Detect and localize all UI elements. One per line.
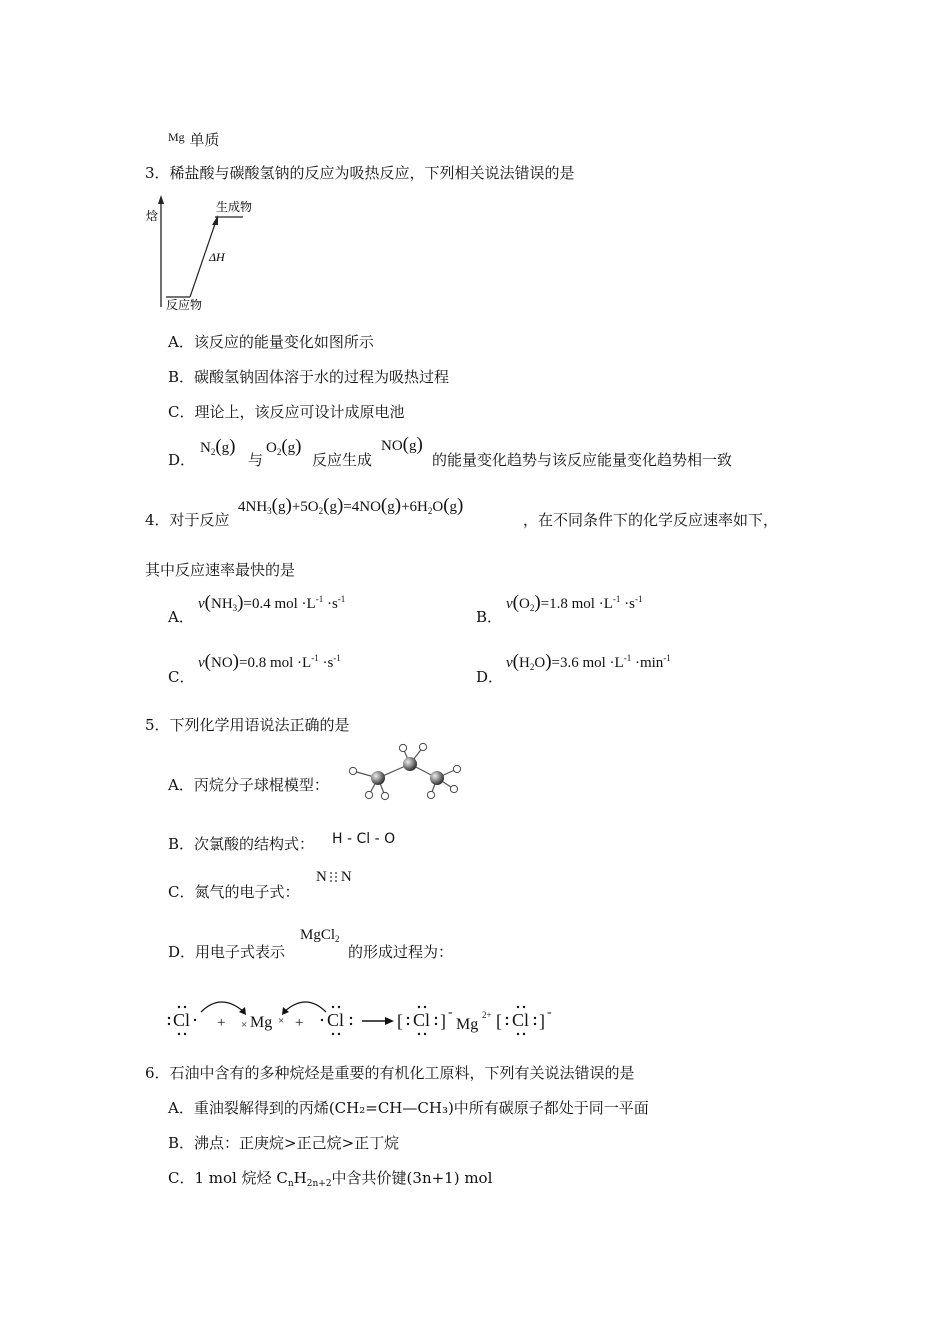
svg-text:+: + bbox=[217, 1015, 226, 1031]
q4-stem-suffix: ，在不同条件下的化学反应速率如下， bbox=[523, 511, 779, 529]
product-label: 生成物 bbox=[216, 200, 253, 214]
svg-text:-: - bbox=[547, 1005, 552, 1020]
mg-symbol: Mg bbox=[168, 130, 185, 144]
svg-text:×: × bbox=[278, 1015, 285, 1027]
q4-option-d-label: D． bbox=[476, 668, 504, 686]
no-formula: NO(g) bbox=[381, 434, 423, 455]
n2-formula: $N_2(g)$ bbox=[200, 436, 236, 457]
q5-option-c: C．氮气的电子式： bbox=[168, 883, 300, 901]
mgcl2-formation-diagram bbox=[166, 996, 566, 1041]
q4-stem-prefix: 4．对于反应 bbox=[145, 511, 230, 529]
svg-text:]: ] bbox=[539, 1011, 545, 1031]
mg-line bbox=[168, 126, 219, 147]
q3-option-a: A．该反应的能量变化如图所示 bbox=[168, 333, 374, 351]
q5-option-d-prefix: D．用电子式表示 bbox=[168, 943, 286, 961]
q4-option-d: $v(H_2O)=3.6$ mol $\cdot L^{-1} \cdot\min^{-1}$ bbox=[506, 651, 671, 672]
q5-option-a: A．丙烷分子球棍模型： bbox=[168, 776, 329, 794]
q6-option-c: C．1 mol 烷烃 $C_nH_{2n+2}$中含共价键(3n+1) mol bbox=[168, 1169, 493, 1189]
svg-text:2+: 2+ bbox=[482, 1010, 492, 1020]
n2-electron-formula: N N bbox=[316, 869, 352, 885]
enthalpy-diagram bbox=[140, 195, 270, 315]
svg-text:Cl: Cl bbox=[512, 1010, 530, 1030]
svg-text:Mg: Mg bbox=[456, 1016, 479, 1033]
q3-d-text3: 的能量变化趋势与该反应能量变化趋势相一致 bbox=[432, 451, 733, 469]
q6-option-b: B．沸点：正庚烷>正己烷>正丁烷 bbox=[168, 1134, 400, 1152]
q3-d-text1: 与 bbox=[248, 451, 264, 469]
o2-formula: $O_2(g)$ bbox=[266, 436, 302, 457]
y-axis-arrow-icon bbox=[158, 195, 164, 204]
q5-stem: 5．下列化学用语说法正确的是 bbox=[145, 716, 350, 734]
hclo-structural-formula: H - Cl - O bbox=[332, 831, 396, 847]
q3-option-c: C．理论上，该反应可设计成原电池 bbox=[168, 403, 405, 421]
q4-option-b: $v(O_2)=1.8$ mol $\cdot L^{-1} \cdot s^{-1}$ bbox=[506, 592, 643, 613]
q3-option-d-label: D． bbox=[168, 451, 196, 469]
q4-equation: $4NH_3(g)+5O_2(g)=4NO(g)+6H_2O(g)$ bbox=[238, 495, 464, 516]
q3-d-text2: 反应生成 bbox=[312, 451, 373, 469]
q4-option-b-label: B． bbox=[476, 608, 503, 626]
propane-ball-stick-model bbox=[345, 742, 470, 804]
q4-option-a: $v(NH_3)=0.4$ mol $\cdot L^{-1} \cdot s^{-1}$ bbox=[198, 592, 346, 613]
svg-text:[: [ bbox=[397, 1011, 403, 1031]
q6-option-a: A．重油裂解得到的丙烯(CH₂=CH—CH₃)中所有碳原子都处于同一平面 bbox=[168, 1099, 649, 1117]
q4-option-c-label: C． bbox=[168, 668, 195, 686]
svg-text:]: ] bbox=[440, 1011, 446, 1031]
q5-option-d-suffix: 的形成过程为： bbox=[348, 943, 454, 961]
q3-stem: 3．稀盐酸与碳酸氢钠的反应为吸热反应，下列相关说法错误的是 bbox=[145, 164, 575, 182]
q4-option-c: v(NO)=0.8 mol $\cdot L^{-1} \cdot s^{-1}$ bbox=[198, 651, 341, 672]
triple-bond-dots bbox=[329, 870, 341, 884]
svg-text:Cl: Cl bbox=[413, 1010, 431, 1030]
y-axis-label: 焓 bbox=[146, 209, 159, 223]
q4-stem-line2: 其中反应速率最快的是 bbox=[145, 561, 296, 579]
svg-text:Cl: Cl bbox=[173, 1010, 191, 1030]
svg-text:Mg: Mg bbox=[250, 1014, 273, 1031]
delta-h-label: ΔH bbox=[209, 250, 225, 264]
q4-option-a-label: A． bbox=[168, 608, 194, 626]
q5-option-b: B．次氯酸的结构式： bbox=[168, 835, 315, 853]
q6-stem: 6．石油中含有的多种烷烃是重要的有机化工原料，下列有关说法错误的是 bbox=[145, 1064, 635, 1082]
mgcl2-formula: MgCl$_2$ bbox=[300, 927, 340, 944]
svg-text:+: + bbox=[295, 1015, 304, 1031]
svg-text:-: - bbox=[448, 1005, 453, 1020]
reactant-label: 反应物 bbox=[166, 298, 203, 312]
mg-text: 单质 bbox=[189, 131, 220, 149]
svg-text:×: × bbox=[241, 1019, 248, 1031]
q3-option-b: B．碳酸氢钠固体溶于水的过程为吸热过程 bbox=[168, 368, 450, 386]
svg-text:Cl: Cl bbox=[327, 1010, 345, 1030]
svg-text:[: [ bbox=[496, 1011, 502, 1031]
